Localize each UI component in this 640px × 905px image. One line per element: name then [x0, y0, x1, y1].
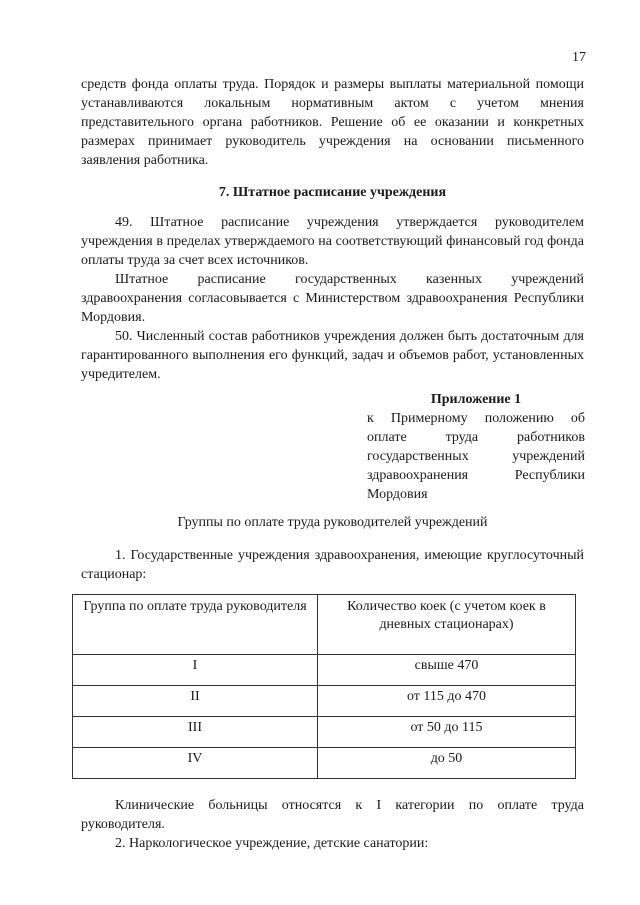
table-row	[73, 655, 576, 686]
header-beds: Количество коек (с учетом коек в дневных стационарах)	[318, 595, 576, 655]
paragraph-49: 49. Штатное расписание учреждения утверждается руководителем учреждения в пределах утверждаемого на соответствующий финансовый год фонда оплаты труда за счет всех источников.	[81, 215, 584, 268]
paragraph-staff-schedule: Штатное расписание государственных казенных учреждений здравоохранения согласовывается с Министерством здравоохранения Республики Мордовия.	[81, 272, 584, 325]
closing-block	[81, 796, 584, 853]
item-2: 2. Наркологическое учреждение, детские санатории:	[115, 836, 429, 851]
pay-groups-table	[72, 594, 576, 779]
group-cell: II	[73, 686, 318, 717]
section-body	[81, 213, 584, 384]
table-row	[73, 748, 576, 779]
clinical-hospitals-note: Клинические больницы относятся к I категории по оплате труда руководителя.	[81, 798, 584, 832]
appendix-subtitle: к Примерному положению об оплате труда работников государственных учреждений здравоохранения Республики Мордовия	[367, 411, 585, 502]
beds-cell: от 50 до 115	[318, 717, 576, 748]
paragraph-50: 50. Численный состав работников учреждения должен быть достаточным для гарантированного выполнения его функций, задач и объемов работ, установленных учредителем.	[81, 329, 584, 382]
header-group: Группа по оплате труда руководителя	[73, 595, 318, 655]
intro-paragraph-block	[81, 75, 584, 170]
table-row	[73, 686, 576, 717]
table-header-row	[73, 595, 576, 655]
intro-paragraph: средств фонда оплаты труда. Порядок и размеры выплаты материальной помощи устанавливаются локальным нормативным актом с учетом мнения представительного органа работников. Решение об ее оказании и конкретных размерах принимает руководитель учреждения на основании письменного заявления работника.	[81, 77, 584, 168]
section-heading: 7. Штатное расписание учреждения	[218, 185, 447, 200]
beds-cell: до 50	[318, 748, 576, 779]
group-cell: IV	[73, 748, 318, 779]
group-cell: I	[73, 655, 318, 686]
group-cell: III	[73, 717, 318, 748]
groups-title: Группы по оплате труда руководителей учреждений	[177, 515, 488, 530]
beds-cell: от 115 до 470	[318, 686, 576, 717]
beds-cell: свыше 470	[318, 655, 576, 686]
appendix-title: Приложение 1	[430, 392, 522, 407]
appendix-block	[367, 390, 585, 504]
table-row	[73, 717, 576, 748]
item-1: 1. Государственные учреждения здравоохранения, имеющие круглосуточный стационар:	[81, 548, 584, 582]
page-number: 17	[572, 50, 586, 65]
item-1-block	[81, 546, 584, 584]
